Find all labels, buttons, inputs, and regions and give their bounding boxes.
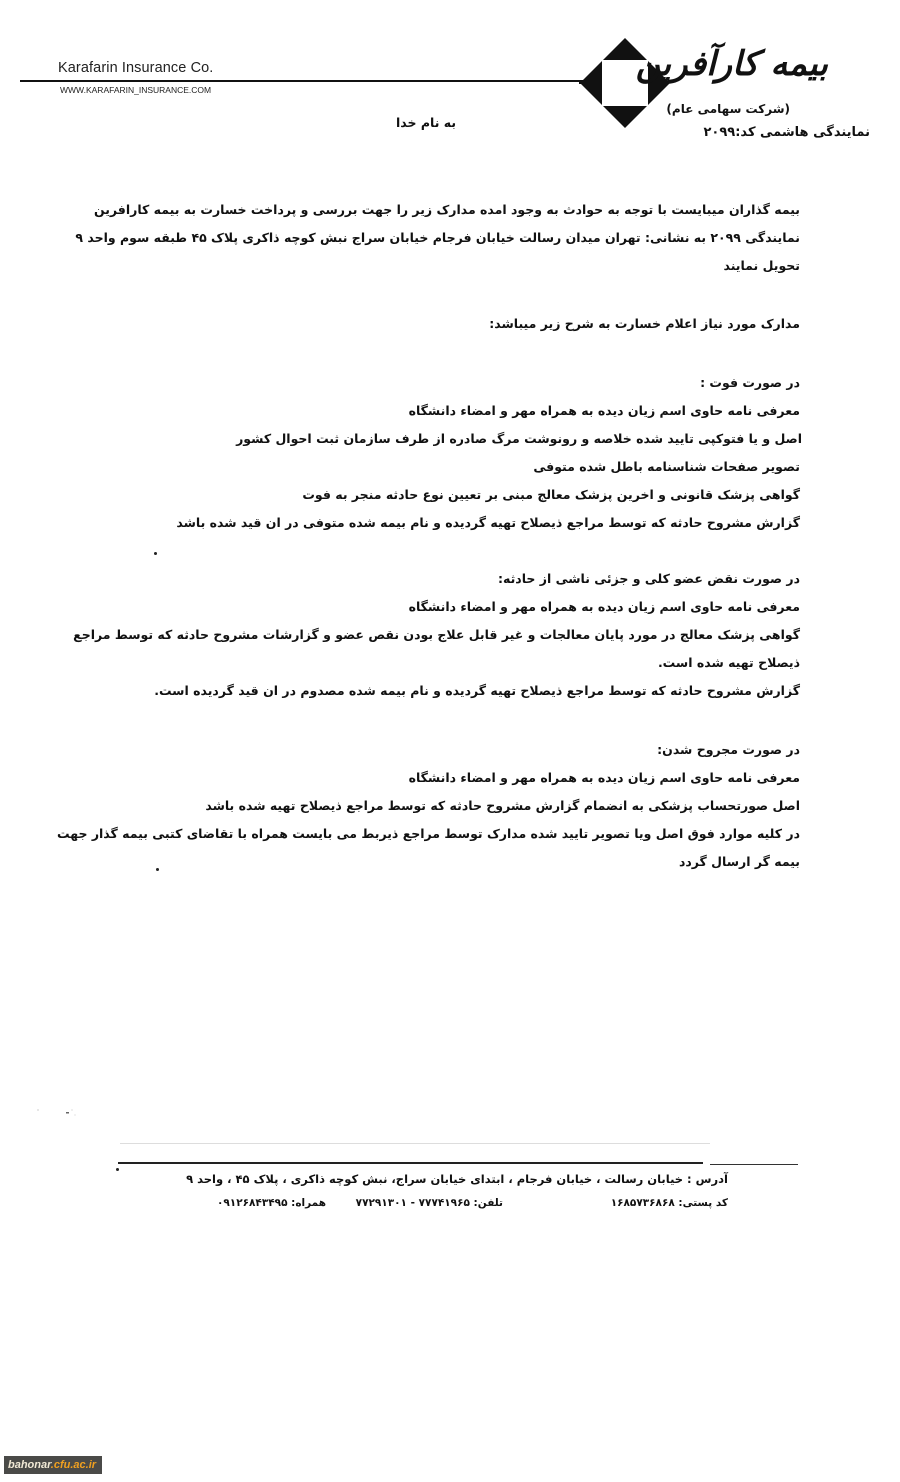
section-title: در صورت نقض عضو کلی و جزئی ناشی از حادثه: bbox=[498, 571, 800, 586]
list-item: در کلیه موارد فوق اصل ویا تصویر تایید شده مدارک توسط مراجع ذیربط می بایست همراه با تقاضای کتبی بیمه گذار جهت bbox=[56, 826, 800, 841]
list-item: اصل صورتحساب پزشکی به انضمام گزارش مشروح حادثه که توسط مراجع ذیصلاح تهیه شده باشد bbox=[205, 798, 800, 813]
section-death bbox=[110, 369, 800, 537]
watermark-part-a: bahonar bbox=[8, 1459, 51, 1471]
agency-code: نمایندگی هاشمی کد:۲۰۹۹ bbox=[703, 125, 870, 140]
section-injury bbox=[56, 736, 800, 876]
intro-line: تحویل نمایند bbox=[723, 258, 800, 273]
list-item: معرفی نامه حاوی اسم زیان دیده به همراه مهر و امضاء دانشگاه bbox=[408, 403, 800, 418]
company-name-en: Karafarin Insurance Co. bbox=[58, 60, 214, 76]
list-item: ذیصلاح تهیه شده است. bbox=[657, 655, 800, 670]
basmala-heading: به نام خدا bbox=[396, 115, 457, 130]
footer-divider bbox=[118, 1162, 703, 1164]
list-item: معرفی نامه حاوی اسم زیان دیده به همراه مهر و امضاء دانشگاه bbox=[408, 599, 800, 614]
header-divider bbox=[20, 80, 587, 82]
requirements-heading-text: مدارک مورد نیاز اعلام خسارت به شرح زیر میباشد: bbox=[489, 316, 800, 331]
footer-faint-rule bbox=[120, 1143, 710, 1144]
footer-divider-short bbox=[710, 1164, 798, 1165]
stray-dot bbox=[154, 552, 157, 555]
mobile-number: همراه: ۰۹۱۲۶۸۴۳۴۹۵ bbox=[216, 1197, 326, 1209]
intro-paragraph bbox=[75, 196, 800, 280]
intro-line: بیمه گذاران میبایست با توجه به حوادث به وجود امده مدارک زیر را جهت بررسی و پرداخت خسارت به بیمه کارافرین bbox=[93, 202, 800, 217]
list-item: گواهی پزشک معالج در مورد پایان معالجات و غیر قابل علاج بودن نقص عضو و گزارشات مشروح حادثه که توسط مراجع bbox=[73, 627, 800, 642]
site-watermark bbox=[4, 1456, 102, 1474]
footer-address: آدرس : خیابان رسالت ، خیابان فرجام ، ابتدای خیابان سراج، نبش کوچه ذاکری ، پلاک ۴۵ ، واحد ۹ bbox=[186, 1172, 728, 1186]
stray-dot bbox=[156, 868, 159, 871]
stray-dot bbox=[116, 1168, 119, 1171]
phone-numbers: تلفن: ۷۷۷۴۱۹۶۵ - ۷۷۲۹۱۳۰۱ bbox=[355, 1197, 503, 1209]
list-item: گزارش مشروح حادثه که توسط مراجع ذیصلاح تهیه گردیده و نام بیمه شده متوفی در ان قید شده باشد bbox=[176, 515, 800, 530]
scan-artifact bbox=[28, 1104, 78, 1120]
brand-subtitle: (شرکت سهامی عام) bbox=[666, 102, 790, 116]
requirements-heading bbox=[110, 310, 800, 338]
section-title: در صورت مجروح شدن: bbox=[657, 742, 800, 757]
list-item: گواهی پزشک قانونی و اخرین پزشک معالج مبنی بر تعیین نوع حادثه منجر به فوت bbox=[302, 487, 800, 502]
company-website: WWW.KARAFARIN_INSURANCE.COM bbox=[60, 85, 212, 95]
brand-name-fa: بیمه کارآفرین bbox=[635, 44, 828, 84]
intro-line: نمایندگی ۲۰۹۹ به نشانی: تهران میدان رسالت خیابان فرجام خیابان سراج نبش کوچه ذاکری پلاک ۴۵ طبقه سوم واحد ۹ bbox=[75, 230, 800, 245]
postal-code: کد پستی: ۱۶۸۵۷۳۶۸۶۸ bbox=[610, 1197, 728, 1209]
list-item: تصویر صفحات شناسنامه باطل شده متوفی bbox=[533, 459, 800, 474]
list-item: بیمه گر ارسال گردد bbox=[678, 854, 800, 869]
section-title: در صورت فوت : bbox=[700, 375, 800, 390]
list-item: معرفی نامه حاوی اسم زیان دیده به همراه مهر و امضاء دانشگاه bbox=[408, 770, 800, 785]
list-item: اصل و یا فتوکپی تایید شده خلاصه و رونوشت مرگ صادره از طرف سازمان ثبت احوال کشور bbox=[236, 431, 802, 446]
list-item: گزارش مشروح حادثه که توسط مراجع ذیصلاح تهیه گردیده و نام بیمه شده مصدوم در ان قید گردیده است. bbox=[154, 683, 800, 698]
section-disability bbox=[73, 565, 800, 705]
watermark-part-b: .cfu.ac.ir bbox=[50, 1459, 97, 1471]
